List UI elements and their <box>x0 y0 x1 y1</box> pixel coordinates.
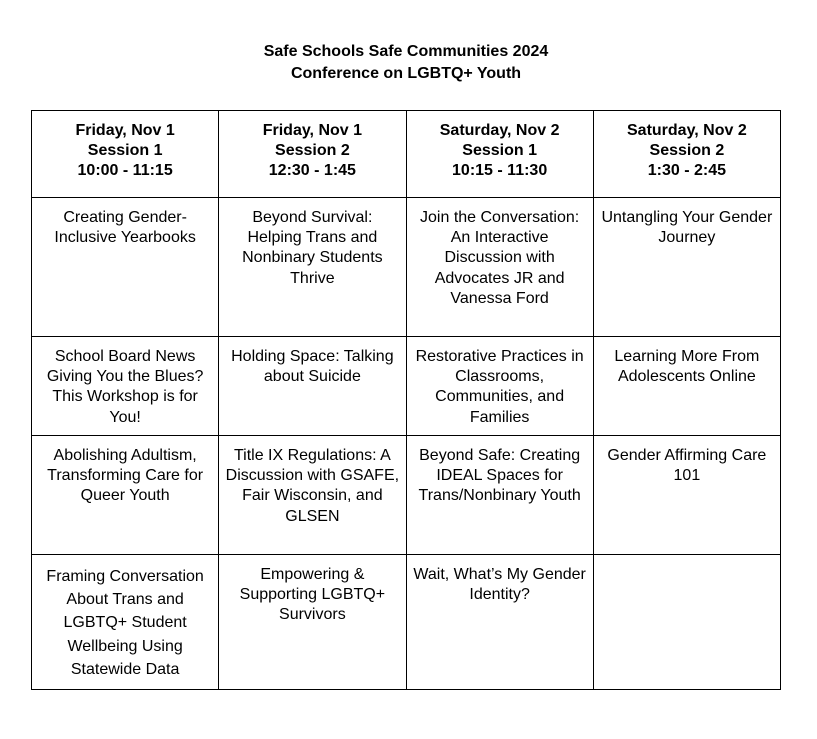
column-day: Friday, Nov 1 <box>262 122 363 139</box>
session-cell: Empowering & Supporting LGBTQ+ Survivors <box>219 555 406 690</box>
column-session: Session 1 <box>87 142 163 160</box>
table-row <box>32 198 781 337</box>
session-cell: Join the Conversation: An Interactive Discussion with Advocates JR and Vanessa Ford <box>406 198 593 337</box>
table-row <box>32 337 781 436</box>
session-cell: Framing Conversation About Trans and LGBTQ+ Student Wellbeing Using Statewide Data <box>32 555 219 690</box>
session-cell: Beyond Survival: Helping Trans and Nonbinary Students Thrive <box>219 198 406 337</box>
column-time: 10:15 - 11:30 <box>452 162 548 180</box>
column-time: 12:30 - 1:45 <box>268 162 356 180</box>
table-row <box>32 436 781 555</box>
column-time: 1:30 - 2:45 <box>647 162 726 180</box>
title-line-2: Conference on LGBTQ+ Youth <box>290 65 522 82</box>
column-header-sat-s2 <box>593 111 780 198</box>
column-day: Saturday, Nov 2 <box>439 122 560 139</box>
document-title <box>0 41 812 85</box>
column-day: Friday, Nov 1 <box>75 122 175 139</box>
session-cell: Creating Gender-Inclusive Yearbooks <box>32 198 219 337</box>
table-row <box>32 555 781 690</box>
column-session: Session 2 <box>649 142 725 160</box>
column-day: Saturday, Nov 2 <box>627 122 747 139</box>
column-session: Session 2 <box>275 142 350 160</box>
schedule-table <box>31 110 781 690</box>
column-header-fri-s1 <box>32 111 219 198</box>
header-row <box>32 111 781 198</box>
session-cell: School Board News Giving You the Blues? This Workshop is for You! <box>32 337 219 436</box>
empty-cell <box>593 555 780 690</box>
session-cell: Restorative Practices in Classrooms, Communities, and Families <box>406 337 593 436</box>
session-cell: Untangling Your Gender Journey <box>593 198 780 337</box>
column-session: Session 1 <box>462 142 537 160</box>
session-cell: Beyond Safe: Creating IDEAL Spaces for Trans/Nonbinary Youth <box>406 436 593 555</box>
session-cell: Abolishing Adultism, Transforming Care for Queer Youth <box>32 436 219 555</box>
column-time: 10:00 - 11:15 <box>77 162 173 180</box>
session-cell: Holding Space: Talking about Suicide <box>219 337 406 436</box>
title-line-1: Safe Schools Safe Communities 2024 <box>263 43 549 60</box>
column-header-sat-s1 <box>406 111 593 198</box>
session-cell: Wait, What’s My Gender Identity? <box>406 555 593 690</box>
session-cell: Gender Affirming Care 101 <box>593 436 780 555</box>
column-header-fri-s2 <box>219 111 406 198</box>
session-cell: Learning More From Adolescents Online <box>593 337 780 436</box>
session-cell: Title IX Regulations: A Discussion with GSAFE, Fair Wisconsin, and GLSEN <box>219 436 406 555</box>
